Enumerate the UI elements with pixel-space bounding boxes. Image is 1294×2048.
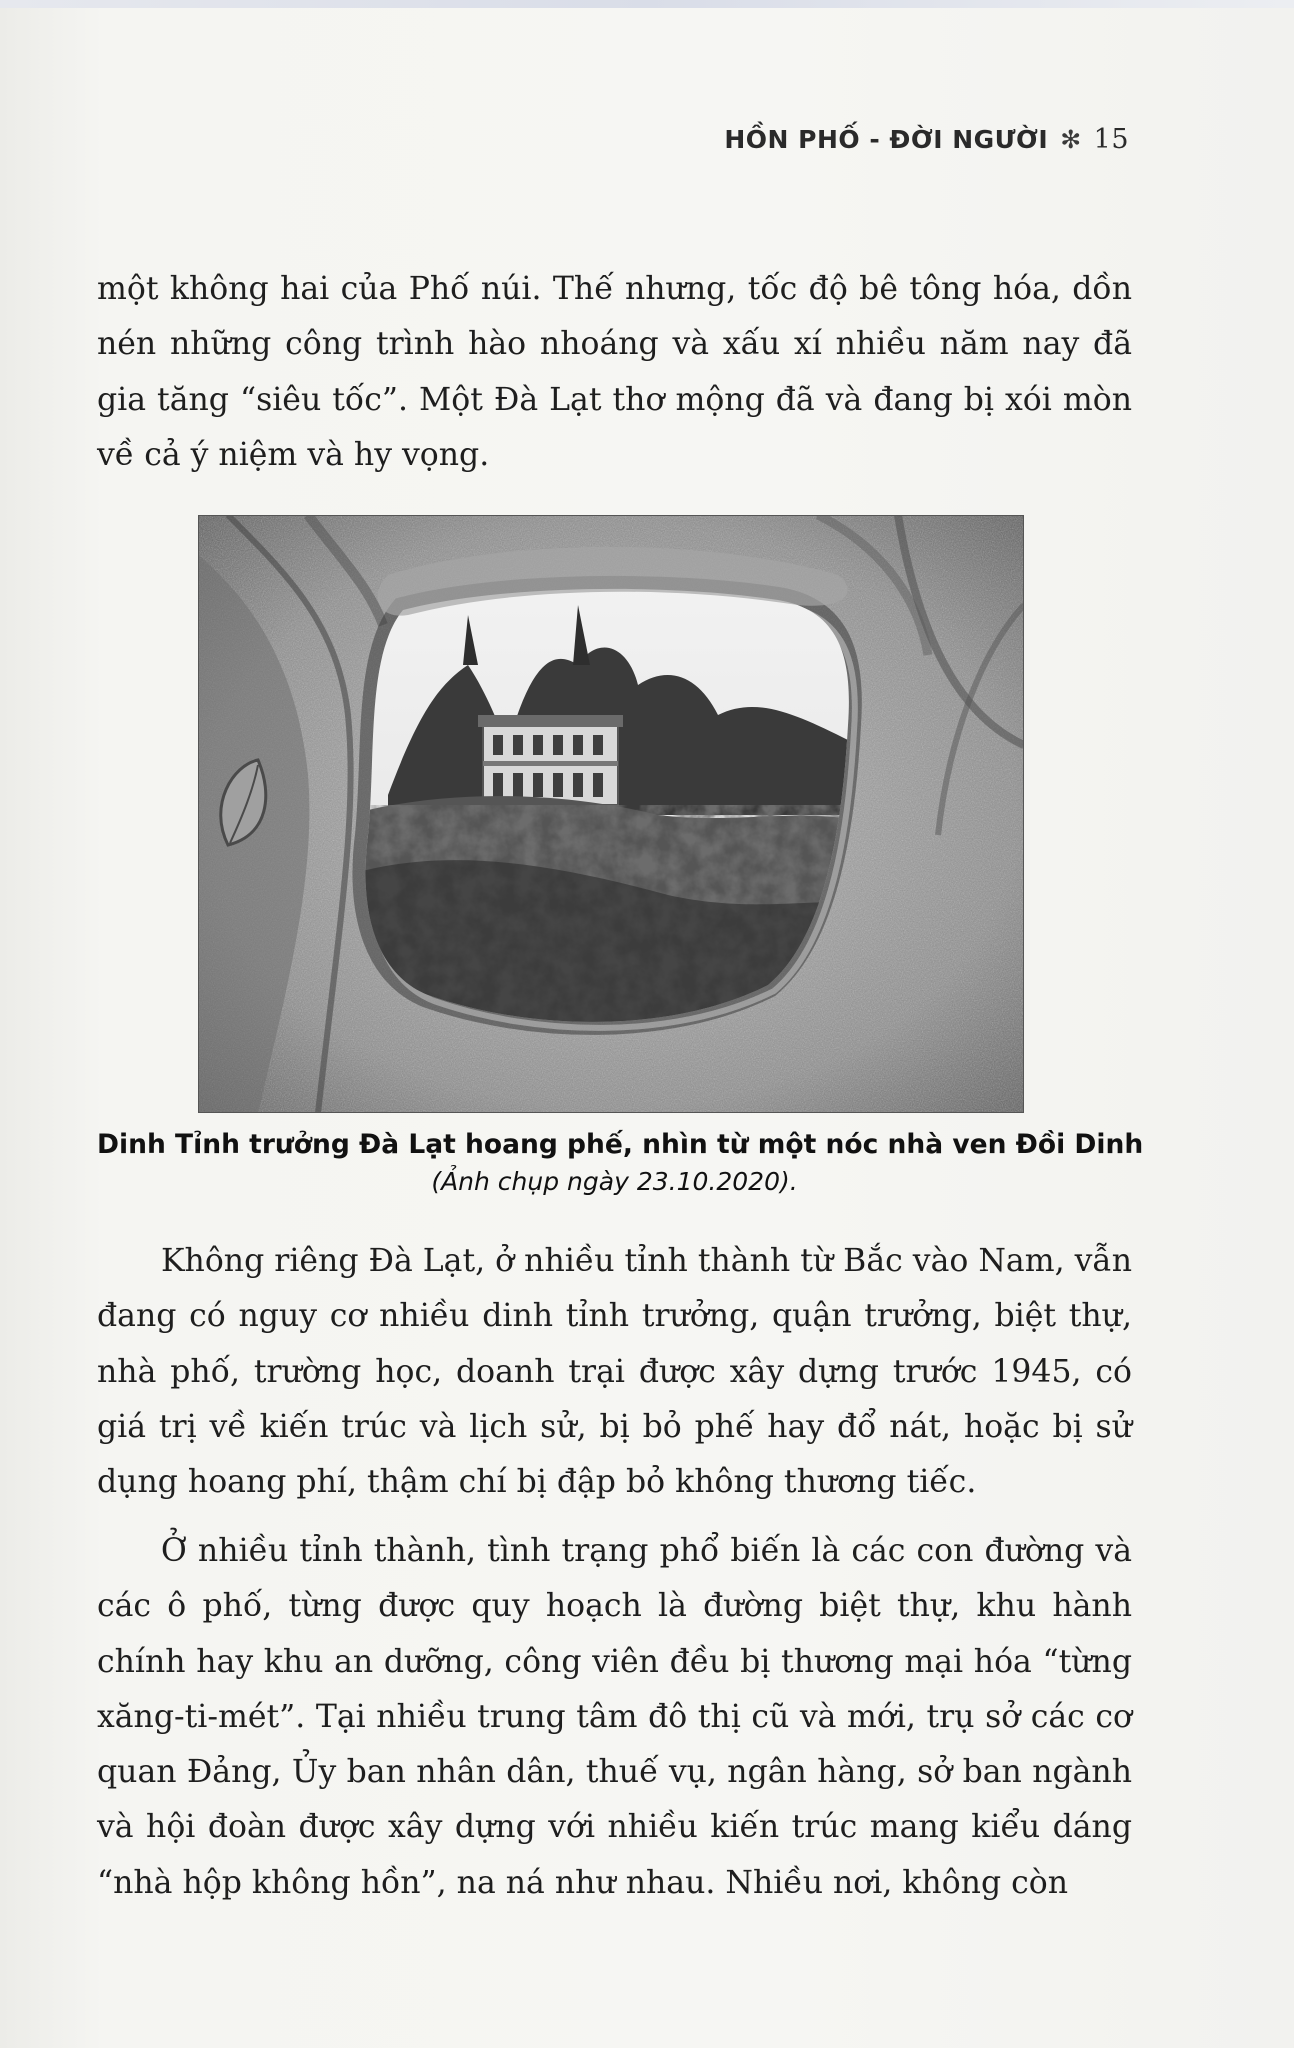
figure-photo bbox=[198, 515, 1024, 1113]
separator-icon: ✻ bbox=[1060, 125, 1082, 154]
running-title: HỒN PHỐ - ĐỜI NGƯỜI bbox=[724, 125, 1049, 154]
page-number: 15 bbox=[1093, 124, 1129, 155]
body-paragraph: Ở nhiều tỉnh thành, tình trạng phổ biến là các con đường và các ô phố, từng được quy hoạch là đường biệt thự, khu hành chính hay khu an dưỡng, công viên đều bị thương mại hóa “từng xăng-ti-mét”. Tại nhiều trung tâm đô thị cũ và mới, trụ sở các cơ quan Đảng, Ủy ban nhân dân, thuế vụ, ngân hàng, sở ban ngành và hội đoàn được xây dựng với nhiều kiến trúc mang kiểu dáng “nhà hộp không hồn”, na ná như nhau. Nhiều nơi, không còn bbox=[97, 1533, 1132, 1901]
caption-date: (Ảnh chụp ngày 23.10.2020). bbox=[431, 1167, 798, 1196]
paragraph-continued bbox=[97, 262, 1132, 483]
body-paragraph: Không riêng Đà Lạt, ở nhiều tỉnh thành từ Bắc vào Nam, vẫn đang có nguy cơ nhiều dinh tỉnh trưởng, quận trưởng, biệt thự, nhà phố, trường học, doanh trại được xây dựng trước 1945, có giá trị về kiến trúc và lịch sử, bị bỏ phế hay đổ nát, hoặc bị sử dụng hoang phí, thậm chí bị đập bỏ không thương tiếc. bbox=[97, 1243, 1132, 1501]
page-top-edge bbox=[0, 0, 1294, 8]
running-header bbox=[724, 124, 1129, 155]
paragraph-3 bbox=[97, 1524, 1132, 1911]
caption-title: Dinh Tỉnh trưởng Đà Lạt hoang phế, nhìn từ một nóc nhà ven Đồi Dinh bbox=[97, 1129, 1144, 1160]
paragraph-2 bbox=[97, 1234, 1132, 1510]
body-paragraph: một không hai của Phố núi. Thế nhưng, tốc độ bê tông hóa, dồn nén những công trình hào nhoáng và xấu xí nhiều năm nay đã gia tăng “siêu tốc”. Một Đà Lạt thơ mộng đã và đang bị xói mòn về cả ý niệm và hy vọng. bbox=[97, 271, 1132, 473]
figure-caption bbox=[97, 1127, 1144, 1201]
